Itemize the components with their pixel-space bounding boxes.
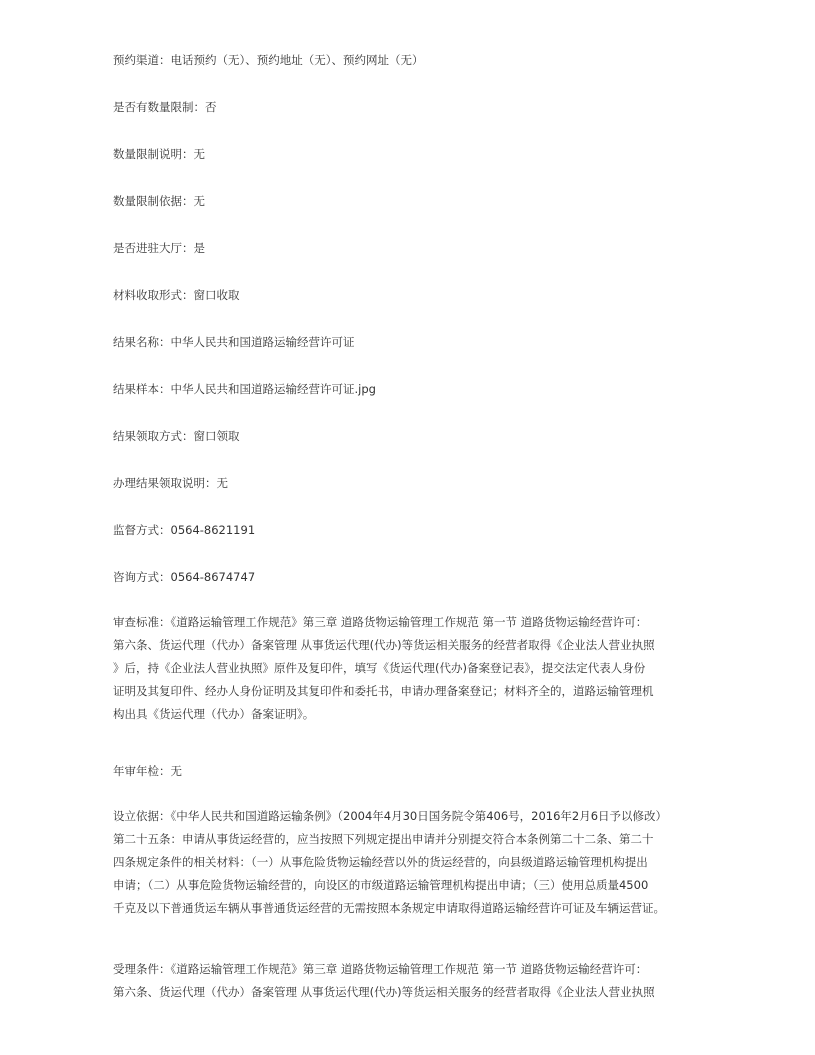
result-name-field: 结果名称：中华人民共和国道路运输经营许可证 xyxy=(113,335,355,349)
paragraph-line: 证明及其复印件、经办人身份证明及其复印件和委托书，申请办理备案登记；材料齐全的，道路运输管理机 xyxy=(113,684,654,698)
paragraph-line: 》后，持《企业法人营业执照》原件及复印件，填写《货运代理(代办)备案登记表》，提交法定代表人身份 xyxy=(113,661,646,675)
review-standard-paragraph xyxy=(113,611,703,726)
paragraph-line: 第六条、货运代理（代办）备案管理 从事货运代理(代办)等货运相关服务的经营者取得《企业法人营业执照 xyxy=(113,638,655,652)
paragraph-line: 第六条、货运代理（代办）备案管理 从事货运代理(代办)等货运相关服务的经营者取得《企业法人营业执照 xyxy=(113,985,655,999)
paragraph-line: 申请；（二）从事危险货物运输经营的，向设区的市级道路运输管理机构提出申请；（三）使用总质量4500 xyxy=(113,878,649,892)
paragraph-line: 审查标准：《道路运输管理工作规范》第三章 道路货物运输管理工作规范 第一节 道路货物运输经营许可： xyxy=(113,615,648,629)
paragraph-line: 受理条件：《道路运输管理工作规范》第三章 道路货物运输管理工作规范 第一节 道路货物运输经营许可： xyxy=(113,962,648,976)
legal-basis-paragraph xyxy=(113,805,703,920)
material-collection-field: 材料收取形式：窗口收取 xyxy=(113,288,240,302)
result-pickup-desc-field: 办理结果领取说明：无 xyxy=(113,476,228,490)
paragraph-line: 四条规定条件的相关材料：（一）从事危险货物运输经营以外的货运经营的，向县级道路运输管理机构提出 xyxy=(113,855,648,869)
supervision-field: 监督方式：0564-8621191 xyxy=(113,523,256,537)
paragraph-line: 千克及以下普通货运车辆从事普通货运经营的无需按照本条规定申请取得道路运输经营许可证及车辆运营证。 xyxy=(113,901,665,915)
consultation-field: 咨询方式：0564-8674747 xyxy=(113,570,256,584)
result-pickup-field: 结果领取方式：窗口领取 xyxy=(113,429,240,443)
paragraph-line: 设立依据：《中华人民共和国道路运输条例》（2004年4月30日国务院令第406号，2016年2月6日予以修改） xyxy=(113,809,668,823)
booking-channel-field: 预约渠道：电话预约（无）、预约地址（无）、预约网址（无） xyxy=(113,53,424,67)
quantity-limit-desc-field: 数量限制说明：无 xyxy=(113,147,205,161)
paragraph-line: 第二十五条：申请从事货运经营的，应当按照下列规定提出申请并分别提交符合本条例第二十二条、第二十 xyxy=(113,832,654,846)
annual-review-field: 年审年检：无 xyxy=(113,764,182,778)
quantity-limit-field: 是否有数量限制：否 xyxy=(113,100,217,114)
acceptance-conditions-paragraph xyxy=(113,958,703,1004)
quantity-limit-basis-field: 数量限制依据：无 xyxy=(113,194,205,208)
result-sample-field: 结果样本：中华人民共和国道路运输经营许可证.jpg xyxy=(113,382,376,396)
in-hall-field: 是否进驻大厅：是 xyxy=(113,241,205,255)
paragraph-line: 构出具《货运代理（代办）备案证明》。 xyxy=(113,707,315,721)
